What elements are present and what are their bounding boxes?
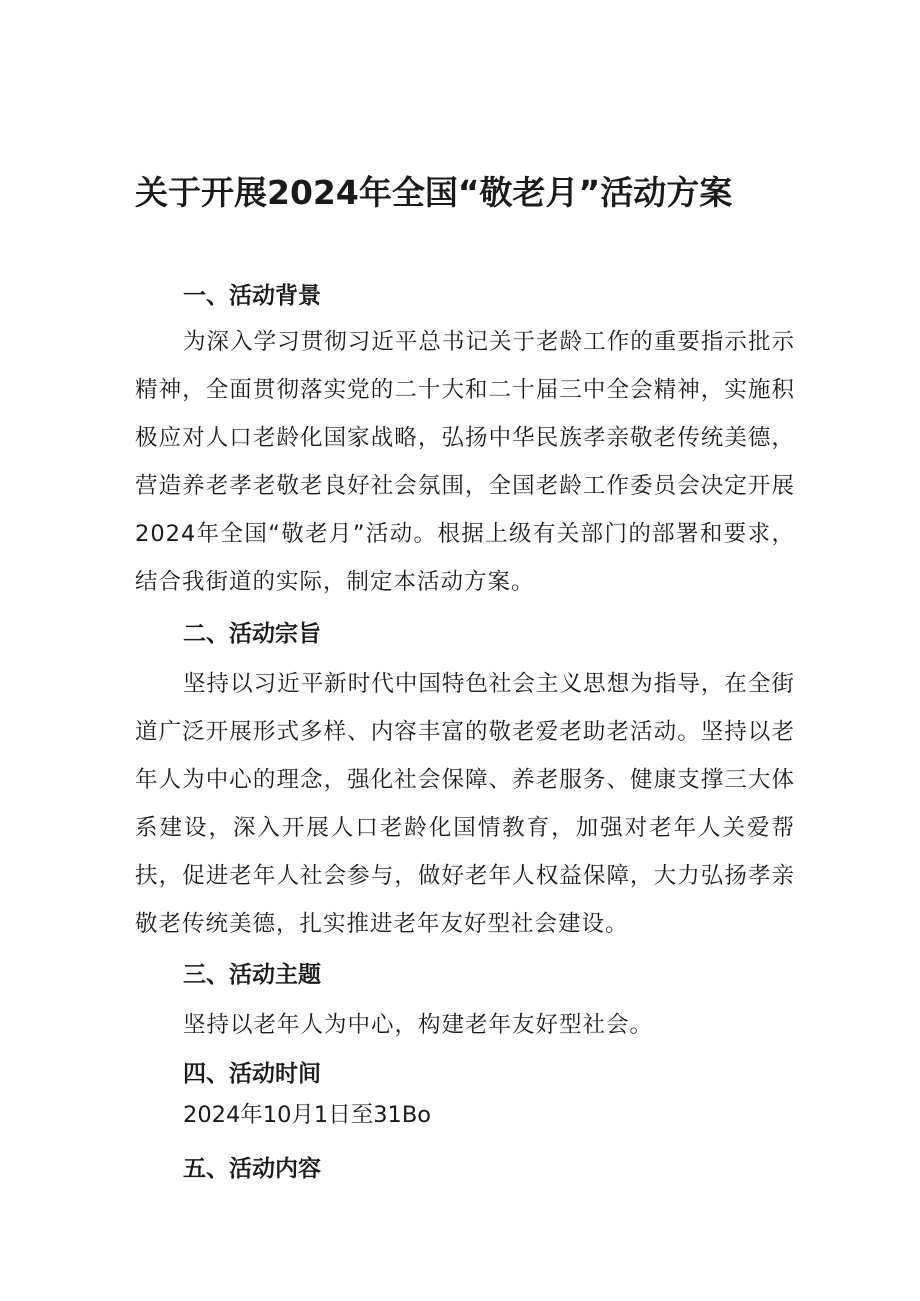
section-body-time: 2024年10月1日至31Bo [183,1102,432,1128]
document-title: 关于开展2024年全国“敬老月”活动方案 [135,173,733,212]
section-heading-purpose: 二、活动宗旨 [183,621,321,647]
section-heading-time: 四、活动时间 [183,1061,321,1087]
section-body-purpose: 坚持以习近平新时代中国特色社会主义思想为指导，在全街道广泛开展形式多样、内容丰富的敬老爱老助老活动。坚持以老年人为中心的理念，强化社会保障、养老服务、健康支撑三大体系建设，深入开展人口老龄化国情教育，加强对老年人关爱帮扶，促进老年人社会参与，做好老年人权益保障，大力弘扬孝亲敬老传统美德，扎实推进老年友好型社会建设。 [135,671,795,937]
section-body-theme: 坚持以老年人为中心，构建老年友好型社会。 [183,1012,654,1038]
section-heading-background: 一、活动背景 [183,283,321,309]
section-heading-theme: 三、活动主题 [183,962,321,988]
section-body-background: 为深入学习贯彻习近平总书记关于老龄工作的重要指示批示精神，全面贯彻落实党的二十大和二十届三中全会精神，实施积极应对人口老龄化国家战略，弘扬中华民族孝亲敬老传统美德，营造养老孝老敬老良好社会氛围，全国老龄工作委员会决定开展2024年全国“敬老月”活动。根据上级有关部门的部署和要求，结合我街道的实际，制定本活动方案。 [135,329,795,595]
section-heading-content: 五、活动内容 [183,1156,321,1182]
